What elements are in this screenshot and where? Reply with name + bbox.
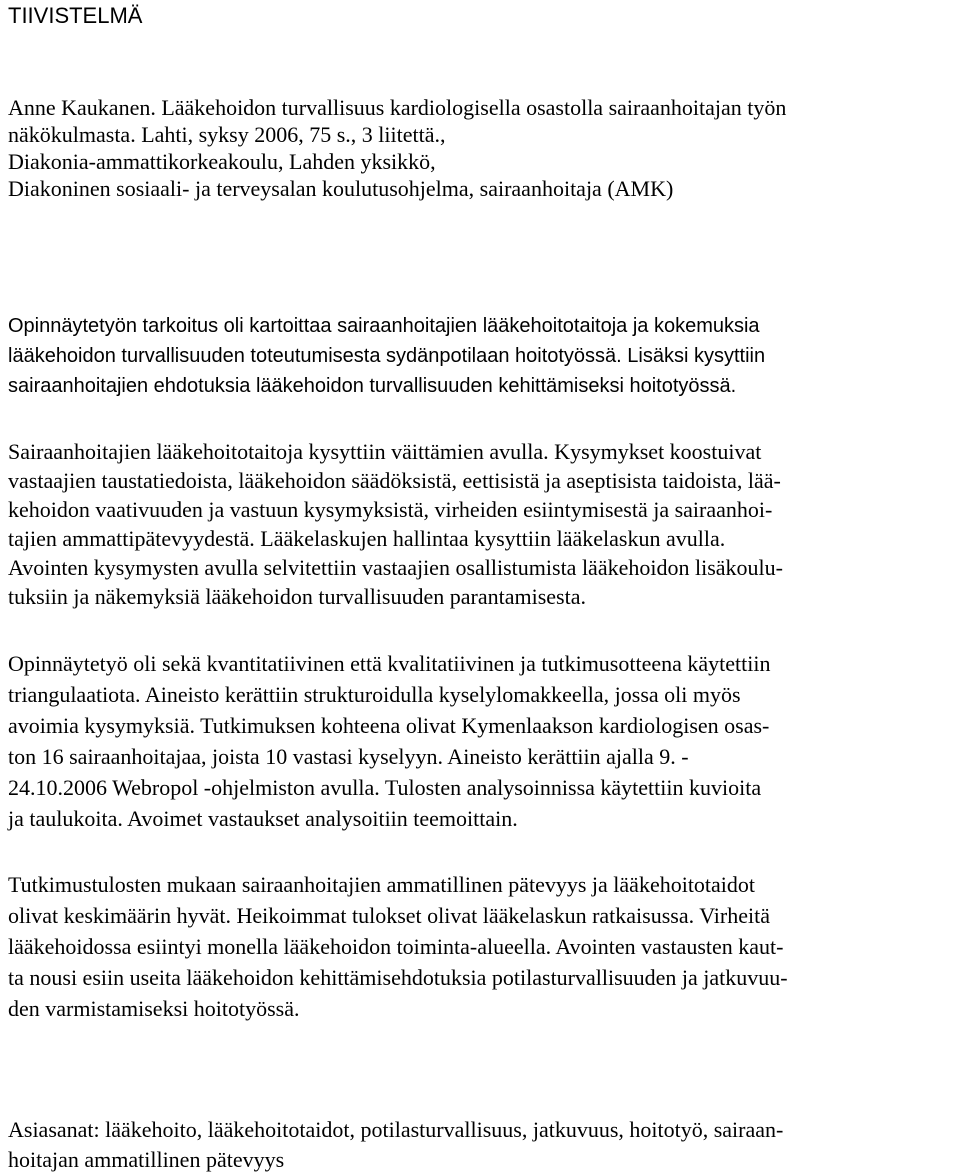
paragraph-line: lääkehoidossa esiintyi monella lääkehoidon toiminta-alueella. Avointen vastausten kaut-	[8, 934, 784, 959]
paragraph-line: sairaanhoitajien ehdotuksia lääkehoidon turvallisuuden kehittämiseksi hoitotyössä.	[8, 375, 737, 397]
reference-line: Diakoninen sosiaali- ja terveysalan koulutusohjelma, sairaanhoitaja (AMK)	[8, 176, 674, 201]
abstract-purpose-paragraph	[8, 311, 954, 401]
paragraph-line: olivat keskimäärin hyvät. Heikoimmat tulokset olivat lääkelaskun ratkaisussa. Virheitä	[8, 903, 770, 928]
abstract-methods-paragraph	[8, 437, 954, 611]
paragraph-line: tajien ammattipätevyydestä. Lääkelaskujen hallintaa kysyttiin lääkelaskun avulla.	[8, 526, 726, 551]
paragraph-line: Tutkimustulosten mukaan sairaanhoitajien ammatillinen pätevyys ja lääkehoitotaidot	[8, 872, 756, 897]
abstract-design-paragraph	[8, 648, 954, 834]
paragraph-line: tuksiin ja näkemyksiä lääkehoidon turvallisuuden parantamisesta.	[8, 584, 586, 609]
paragraph-line: lääkehoidon turvallisuuden toteutumisesta sydänpotilaan hoitotyössä. Lisäksi kysyttiin	[8, 345, 766, 367]
page-title: TIIVISTELMÄ	[8, 3, 143, 28]
paragraph-line: 24.10.2006 Webropol -ohjelmiston avulla. Tulosten analysoinnissa käytettiin kuvioita	[8, 775, 762, 800]
abstract-results-paragraph	[8, 869, 954, 1024]
reference-line: Diakonia-ammattikorkeakoulu, Lahden yksikkö,	[8, 149, 436, 174]
paragraph-line: kehoidon vaativuuden ja vastuun kysymyksistä, virheiden esiintymisestä ja sairaanhoi-	[8, 497, 773, 522]
paragraph-line: ton 16 sairaanhoitajaa, joista 10 vastasi kyselyyn. Aineisto kerättiin ajalla 9. -	[8, 744, 689, 769]
paragraph-line: den varmistamiseksi hoitotyössä.	[8, 996, 300, 1021]
keywords	[8, 1115, 954, 1175]
paragraph-line: Opinnäytetyö oli sekä kvantitatiivinen että kvalitatiivinen ja tutkimusotteena käytettiin	[8, 651, 771, 676]
paragraph-line: triangulaatiota. Aineisto kerättiin strukturoidulla kyselylomakkeella, jossa oli myös	[8, 682, 741, 707]
paragraph-line: Sairaanhoitajien lääkehoitotaitoja kysyttiin väittämien avulla. Kysymykset koostuivat	[8, 439, 762, 464]
keywords-line: Asiasanat: lääkehoito, lääkehoitotaidot, potilasturvallisuus, jatkuvuus, hoitotyö, sairaan-	[8, 1117, 784, 1142]
paragraph-line: Opinnäytetyön tarkoitus oli kartoittaa sairaanhoitajien lääkehoitotaitoja ja kokemuksia	[8, 315, 760, 337]
paragraph-line: Avointen kysymysten avulla selvitettiin vastaajien osallistumista lääkehoidon lisäkoulu-	[8, 555, 783, 580]
paragraph-line: ja taulukoita. Avoimet vastaukset analysoitiin teemoittain.	[8, 806, 518, 831]
paragraph-line: ta nousi esiin useita lääkehoidon kehittämisehdotuksia potilasturvallisuuden ja jatkuvuu-	[8, 965, 788, 990]
bibliographic-reference	[8, 94, 954, 202]
paragraph-line: avoimia kysymyksiä. Tutkimuksen kohteena olivat Kymenlaakson kardiologisen osas-	[8, 713, 770, 738]
reference-line: Anne Kaukanen. Lääkehoidon turvallisuus kardiologisella osastolla sairaanhoitajan työn	[8, 95, 787, 120]
reference-line: näkökulmasta. Lahti, syksy 2006, 75 s., 3 liitettä.,	[8, 122, 446, 147]
paragraph-line: vastaajien taustatiedoista, lääkehoidon säädöksistä, eettisistä ja aseptisista taidoista, lää-	[8, 468, 781, 493]
keywords-line: hoitajan ammatillinen pätevyys	[8, 1147, 285, 1172]
